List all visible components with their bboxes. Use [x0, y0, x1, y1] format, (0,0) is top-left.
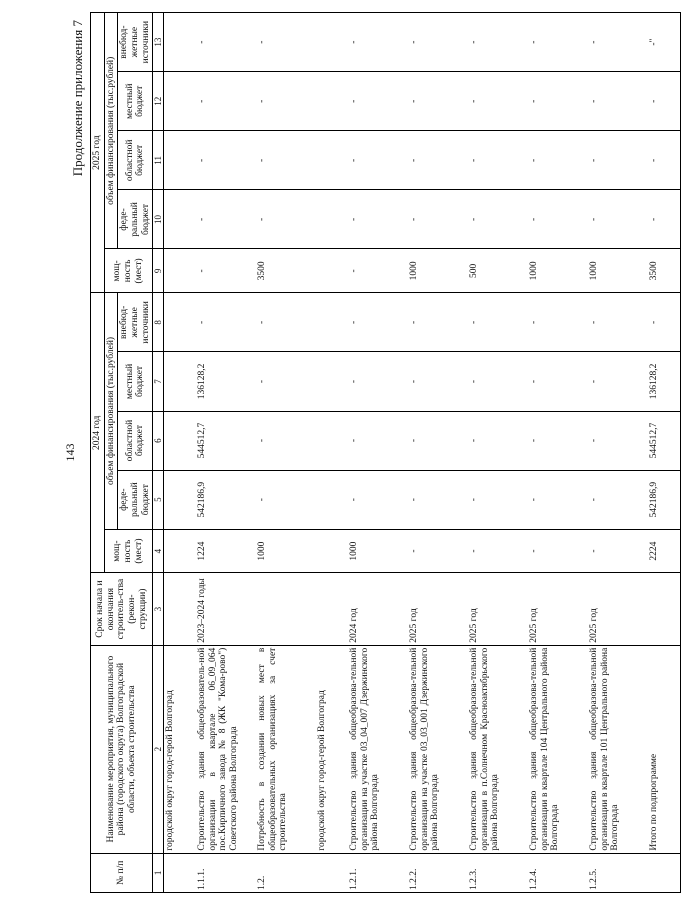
col-index: 13 — [153, 13, 164, 72]
cell-local-2025: - — [408, 72, 468, 131]
header-local-2025: местный бюджет — [118, 72, 153, 131]
cell-local-2024: 136128,2 — [196, 352, 256, 411]
table-row — [468, 13, 528, 893]
cell-capacity-2025 — [164, 249, 197, 293]
cell-local-2024 — [316, 352, 348, 411]
cell-local-2024: - — [348, 352, 408, 411]
cell-federal-2025 — [164, 190, 197, 249]
cell-federal-2025: - — [588, 190, 648, 249]
cell-capacity-2024: - — [588, 529, 648, 573]
cell-federal-2024: - — [588, 470, 648, 529]
row-number: 1.1.1. — [196, 853, 256, 892]
col-index: 5 — [153, 470, 164, 529]
header-federal-2025: феде-ральный бюджет — [118, 190, 153, 249]
cell-capacity-2024: 1000 — [256, 529, 316, 573]
header-funding-2025: объем финансирования (тыс.рублей) — [104, 13, 118, 250]
row-number: 1.2.3. — [468, 853, 528, 892]
cell-capacity-2025: - — [196, 249, 256, 293]
cell-extra-2025: - — [468, 13, 528, 72]
row-name: Итого по подпрограмме — [648, 645, 681, 853]
header-year-2025: 2025 год — [91, 13, 105, 293]
cell-local-2025: - — [468, 72, 528, 131]
cell-local-2024: - — [256, 352, 316, 411]
cell-local-2024: 136128,2 — [648, 352, 681, 411]
cell-federal-2025: - — [648, 190, 681, 249]
row-number: 1.2.5. — [588, 853, 648, 892]
header-federal-2024: феде-ральный бюджет — [118, 470, 153, 529]
cell-federal-2025: - — [196, 190, 256, 249]
table-row — [164, 13, 197, 893]
col-index: 10 — [153, 190, 164, 249]
cell-regional-2024 — [316, 411, 348, 470]
row-term: 2023–2024 годы — [196, 573, 256, 645]
cell-regional-2024 — [164, 411, 197, 470]
table-row-total — [648, 13, 681, 893]
cell-local-2025 — [164, 72, 197, 131]
table-row — [348, 13, 408, 893]
cell-extra-2024: - — [196, 293, 256, 352]
row-term: 2025 год — [588, 573, 648, 645]
cell-local-2025: - — [528, 72, 588, 131]
table-row — [588, 13, 648, 893]
cell-regional-2024: - — [256, 411, 316, 470]
row-name: городской округ город-герой Волгоград — [164, 645, 197, 853]
cell-regional-2025: - — [408, 131, 468, 190]
cell-local-2024: - — [468, 352, 528, 411]
cell-federal-2024: - — [408, 470, 468, 529]
cell-federal-2024 — [164, 470, 197, 529]
row-term — [648, 573, 681, 645]
col-index: 4 — [153, 529, 164, 573]
header-year-2024: 2024 год — [91, 293, 105, 573]
cell-regional-2025: - — [256, 131, 316, 190]
row-name: Строительство здания общеобразова-тельной организации в квартале 101 Центрального района Волгограда — [588, 645, 648, 853]
row-number: 1.2.2. — [408, 853, 468, 892]
cell-extra-2025: - — [528, 13, 588, 72]
table-row — [316, 13, 348, 893]
header-regional-2025: областной бюджет — [118, 131, 153, 190]
col-index: 1 — [153, 853, 164, 892]
cell-regional-2024: - — [348, 411, 408, 470]
header-extra-2025: внебюд-жетные источники — [118, 13, 153, 72]
header-extra-2024: внебюд-жетные источники — [118, 293, 153, 352]
cell-extra-2025: - — [588, 13, 648, 72]
header-term: Срок начала и окончания строитель-ства (рекон-струкции) — [91, 573, 153, 645]
cell-regional-2024: - — [408, 411, 468, 470]
col-index: 11 — [153, 131, 164, 190]
cell-federal-2024: 542186,9 — [648, 470, 681, 529]
cell-capacity-2024: - — [408, 529, 468, 573]
cell-federal-2025: - — [408, 190, 468, 249]
cell-capacity-2025: 1000 — [588, 249, 648, 293]
cell-capacity-2024: - — [468, 529, 528, 573]
cell-local-2024: - — [408, 352, 468, 411]
cell-capacity-2024 — [164, 529, 197, 573]
cell-capacity-2024: 1000 — [348, 529, 408, 573]
cell-regional-2025: - — [196, 131, 256, 190]
cell-extra-2024: - — [348, 293, 408, 352]
header-funding-2024: объем финансирования (тыс.рублей) — [104, 293, 118, 529]
col-index: 9 — [153, 249, 164, 293]
cell-capacity-2025: 3500 — [256, 249, 316, 293]
cell-regional-2024: - — [588, 411, 648, 470]
row-name: Строительство здания общеобразова-тельной организации на участке 03_04_007 Дзержинского района Волгограда — [348, 645, 408, 853]
table-row — [196, 13, 256, 893]
row-number — [164, 853, 197, 892]
cell-regional-2025: - — [588, 131, 648, 190]
continuation-note: Продолжение приложения 7 — [70, 20, 85, 177]
table-row — [408, 13, 468, 893]
row-term — [316, 573, 348, 645]
row-name: городской округ город-герой Волгоград — [316, 645, 348, 853]
row-term — [164, 573, 197, 645]
table-row — [256, 13, 316, 893]
cell-extra-2025 — [164, 13, 197, 72]
cell-capacity-2025: 500 — [468, 249, 528, 293]
cell-extra-2024: - — [528, 293, 588, 352]
cell-regional-2025 — [164, 131, 197, 190]
cell-capacity-2024 — [316, 529, 348, 573]
col-index: 2 — [153, 645, 164, 853]
col-index: 6 — [153, 411, 164, 470]
header-name: Наименование мероприятия, муниципального района (городского округа) Волгоградской области, объекта строительства — [91, 645, 153, 853]
col-index: 3 — [153, 573, 164, 645]
cell-local-2025: - — [196, 72, 256, 131]
header-local-2024: местный бюджет — [118, 352, 153, 411]
cell-regional-2024: - — [528, 411, 588, 470]
table-row — [528, 13, 588, 893]
cell-capacity-2024: 1224 — [196, 529, 256, 573]
cell-capacity-2025: 1000 — [408, 249, 468, 293]
cell-local-2025: - — [588, 72, 648, 131]
col-index: 7 — [153, 352, 164, 411]
row-number — [316, 853, 348, 892]
row-number: 1.2.1. — [348, 853, 408, 892]
header-regional-2024: областной бюджет — [118, 411, 153, 470]
cell-federal-2024: 542186,9 — [196, 470, 256, 529]
cell-federal-2024 — [316, 470, 348, 529]
cell-extra-2024: - — [588, 293, 648, 352]
page-number: 143 — [63, 443, 77, 462]
cell-regional-2025: - — [648, 131, 681, 190]
cell-federal-2025: - — [348, 190, 408, 249]
cell-capacity-2024: - — [528, 529, 588, 573]
cell-federal-2024: - — [256, 470, 316, 529]
cell-local-2024: - — [588, 352, 648, 411]
cell-federal-2024: - — [348, 470, 408, 529]
cell-federal-2025: - — [256, 190, 316, 249]
cell-local-2025: - — [648, 72, 681, 131]
cell-regional-2025: - — [468, 131, 528, 190]
cell-federal-2024: - — [468, 470, 528, 529]
cell-extra-2025: - — [196, 13, 256, 72]
row-name: Строительство здания общеобразова-тельной организации в п.Солнечном Красноактябрьского района Волгограда — [468, 645, 528, 853]
cell-extra-2024: - — [408, 293, 468, 352]
cell-extra-2024 — [316, 293, 348, 352]
row-number — [648, 853, 681, 892]
row-term: 2025 год — [408, 573, 468, 645]
cell-extra-2025: - — [348, 13, 408, 72]
row-name: Строительство здания общеобразова-тельной организации на участке 03_03_001 Дзержинского района Волгограда — [408, 645, 468, 853]
header-capacity-2024: мощ-ность (мест) — [104, 529, 153, 573]
cell-federal-2025: - — [468, 190, 528, 249]
row-number: 1.2.4. — [528, 853, 588, 892]
row-term: 2024 год — [348, 573, 408, 645]
col-index: 12 — [153, 72, 164, 131]
cell-local-2025: - — [348, 72, 408, 131]
cell-capacity-2025 — [316, 249, 348, 293]
cell-local-2025: - — [256, 72, 316, 131]
cell-extra-2024: - — [468, 293, 528, 352]
cell-federal-2025 — [316, 190, 348, 249]
cell-regional-2024: - — [468, 411, 528, 470]
row-term — [256, 573, 316, 645]
cell-capacity-2025: - — [348, 249, 408, 293]
cell-regional-2025: - — [528, 131, 588, 190]
cell-extra-2025 — [316, 13, 348, 72]
cell-federal-2024: - — [528, 470, 588, 529]
cell-regional-2025: - — [348, 131, 408, 190]
cell-capacity-2025: 3500 — [648, 249, 681, 293]
cell-extra-2025: - — [256, 13, 316, 72]
cell-local-2024 — [164, 352, 197, 411]
cell-federal-2025: - — [528, 190, 588, 249]
cell-local-2024: - — [528, 352, 588, 411]
header-capacity-2025: мощ-ность (мест) — [104, 249, 153, 293]
cell-regional-2025 — [316, 131, 348, 190]
row-term: 2025 год — [528, 573, 588, 645]
cell-capacity-2025: 1000 — [528, 249, 588, 293]
cell-extra-2024: - — [648, 293, 681, 352]
row-name: Строительство здания общеобразова-тельной организации в квартале 104 Центрального района Волгограда — [528, 645, 588, 853]
cell-extra-2025: -" — [648, 13, 681, 72]
row-name: Строительство здания общеобразователь-ной организации в квартале 06_09_064 пос.Кирпичного завода № 8 (ЖК "Кома-рово") Советского района Волгограда — [196, 645, 256, 853]
cell-regional-2024: 544512,7 — [196, 411, 256, 470]
row-number: 1.2. — [256, 853, 316, 892]
construction-table — [90, 12, 681, 893]
row-term: 2025 год — [468, 573, 528, 645]
cell-extra-2024 — [164, 293, 197, 352]
cell-local-2025 — [316, 72, 348, 131]
cell-extra-2025: - — [408, 13, 468, 72]
header-no: № п/п — [91, 853, 153, 892]
row-name: Потребность в создании новых мест в общеобразовательных организациях за счет строительства — [256, 645, 316, 853]
col-index: 8 — [153, 293, 164, 352]
cell-extra-2024: - — [256, 293, 316, 352]
cell-capacity-2024: 2224 — [648, 529, 681, 573]
cell-regional-2024: 544512,7 — [648, 411, 681, 470]
